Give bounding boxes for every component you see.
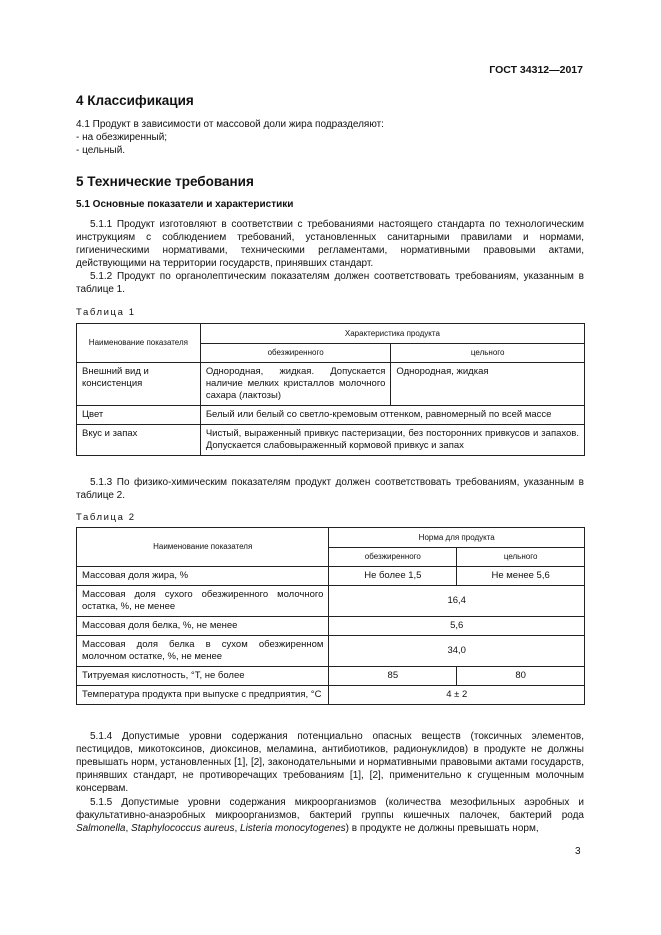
table-cell: 34,0 xyxy=(329,636,585,667)
section-5-title: 5 Технические требования xyxy=(76,174,254,189)
paragraph-5-1-3: 5.1.3 По физико-химическим показателям продукт должен соответствовать требованиям, указанным в таблице 2. xyxy=(76,477,584,501)
table-header-row xyxy=(77,324,585,344)
list-item: - на обезжиренный; xyxy=(76,132,168,143)
paragraph-5-1-5 xyxy=(76,796,584,835)
table-cell: Температура продукта при выпуске с предприятия, °С xyxy=(77,686,329,705)
table-cell: Цвет xyxy=(77,406,201,425)
table-row xyxy=(77,636,585,667)
table-cell: Чистый, выраженный привкус пастеризации, без посторонних привкусов и запахов. Допускается слабовыраженный кормовой привкус и запах xyxy=(200,425,584,456)
table-1-caption: Таблица 1 xyxy=(76,307,136,318)
table-cell: Массовая доля сухого обезжиренного молочного остатка, %, не менее xyxy=(77,586,329,617)
table-row xyxy=(77,567,585,586)
section-4-title: 4 Классификация xyxy=(76,93,194,108)
table-row xyxy=(77,363,585,406)
table-row xyxy=(77,667,585,686)
table-1 xyxy=(76,323,585,456)
table-row xyxy=(77,586,585,617)
column-header: обезжиренного xyxy=(329,548,457,567)
subsection-5-1-title: 5.1 Основные показатели и характеристики xyxy=(76,199,294,210)
paragraph-5-1-4: 5.1.4 Допустимые уровни содержания потенциально опасных веществ (токсичных элементов, пестицидов, микотоксинов, диоксинов, меламина, антибиотиков, радионуклидов) в продукте не должны превышать норм, установленных [1], [2], законодательными и нормативными правовыми актами государств, принявших стандарт, не противоречащих требованиям [1], [2], применительно к сгущенным молочным консервам. xyxy=(76,731,584,794)
table-cell: Не менее 5,6 xyxy=(457,567,585,586)
italic-term: Staphylococcus aureus xyxy=(131,823,235,834)
table-cell: Внешний вид и консистенция xyxy=(77,363,201,406)
column-header: цельного xyxy=(457,548,585,567)
table-cell: Однородная, жидкая. Допускается наличие мелких кристаллов молочного сахара (лактозы) xyxy=(200,363,391,406)
column-header: цельного xyxy=(391,344,585,363)
table-row xyxy=(77,425,585,456)
table-row xyxy=(77,617,585,636)
table-cell: 5,6 xyxy=(329,617,585,636)
paragraph-4-1: 4.1 Продукт в зависимости от массовой доли жира подразделяют: xyxy=(76,119,384,130)
column-header: Наименование показателя xyxy=(77,528,329,567)
text-span: 5.1.5 Допустимые уровни содержания микроорганизмов (количества мезофильных аэробных и факультативно-анаэробных микроорганизмов, бактерий группы кишечных палочек, бактерий рода xyxy=(76,797,584,821)
column-header: обезжиренного xyxy=(200,344,391,363)
table-cell: Массовая доля белка в сухом обезжиренном молочном остатке, %, не менее xyxy=(77,636,329,667)
table-cell: Не более 1,5 xyxy=(329,567,457,586)
italic-term: Salmonella xyxy=(76,823,126,834)
document-code: ГОСТ 34312—2017 xyxy=(489,64,583,76)
text-span: , xyxy=(234,823,241,834)
table-cell: 16,4 xyxy=(329,586,585,617)
paragraph-5-1-1: 5.1.1 Продукт изготовляют в соответствии с требованиями настоящего стандарта по технологическим инструкциям с соблюдением требований, установленных санитарными правилами и нормами, гигиеническими нормативами, техническими регламентами, нормативными правовыми актами, действующими на территории государств, принявших стандарт. xyxy=(76,219,584,269)
table-cell: 4 ± 2 xyxy=(329,686,585,705)
paragraph-5-1-2: 5.1.2 Продукт по органолептическим показателям должен соответствовать требованиям, указанным в таблице 1. xyxy=(76,271,584,295)
table-header-row xyxy=(77,528,585,548)
column-group-header: Норма для продукта xyxy=(329,528,585,548)
table-cell: Массовая доля белка, %, не менее xyxy=(77,617,329,636)
text-span: , xyxy=(125,823,132,834)
list-item: - цельный. xyxy=(76,145,126,156)
table-cell: Массовая доля жира, % xyxy=(77,567,329,586)
table-cell: 85 xyxy=(329,667,457,686)
table-cell: Титруемая кислотность, °Т, не более xyxy=(77,667,329,686)
column-group-header: Характеристика продукта xyxy=(200,324,584,344)
table-cell: Белый или белый со светло-кремовым оттенком, равномерный по всей массе xyxy=(200,406,584,425)
text-span: ) в продукте не должны превышать норм, xyxy=(345,823,539,834)
italic-term: Listeria monocytogenes xyxy=(240,823,346,834)
column-header: Наименование показателя xyxy=(77,324,201,363)
table-cell: 80 xyxy=(457,667,585,686)
table-cell: Однородная, жидкая xyxy=(391,363,585,406)
table-cell: Вкус и запах xyxy=(77,425,201,456)
table-2 xyxy=(76,527,585,705)
page-number: 3 xyxy=(575,846,581,857)
table-row xyxy=(77,406,585,425)
table-2-caption: Таблица 2 xyxy=(76,512,136,523)
table-row xyxy=(77,686,585,705)
